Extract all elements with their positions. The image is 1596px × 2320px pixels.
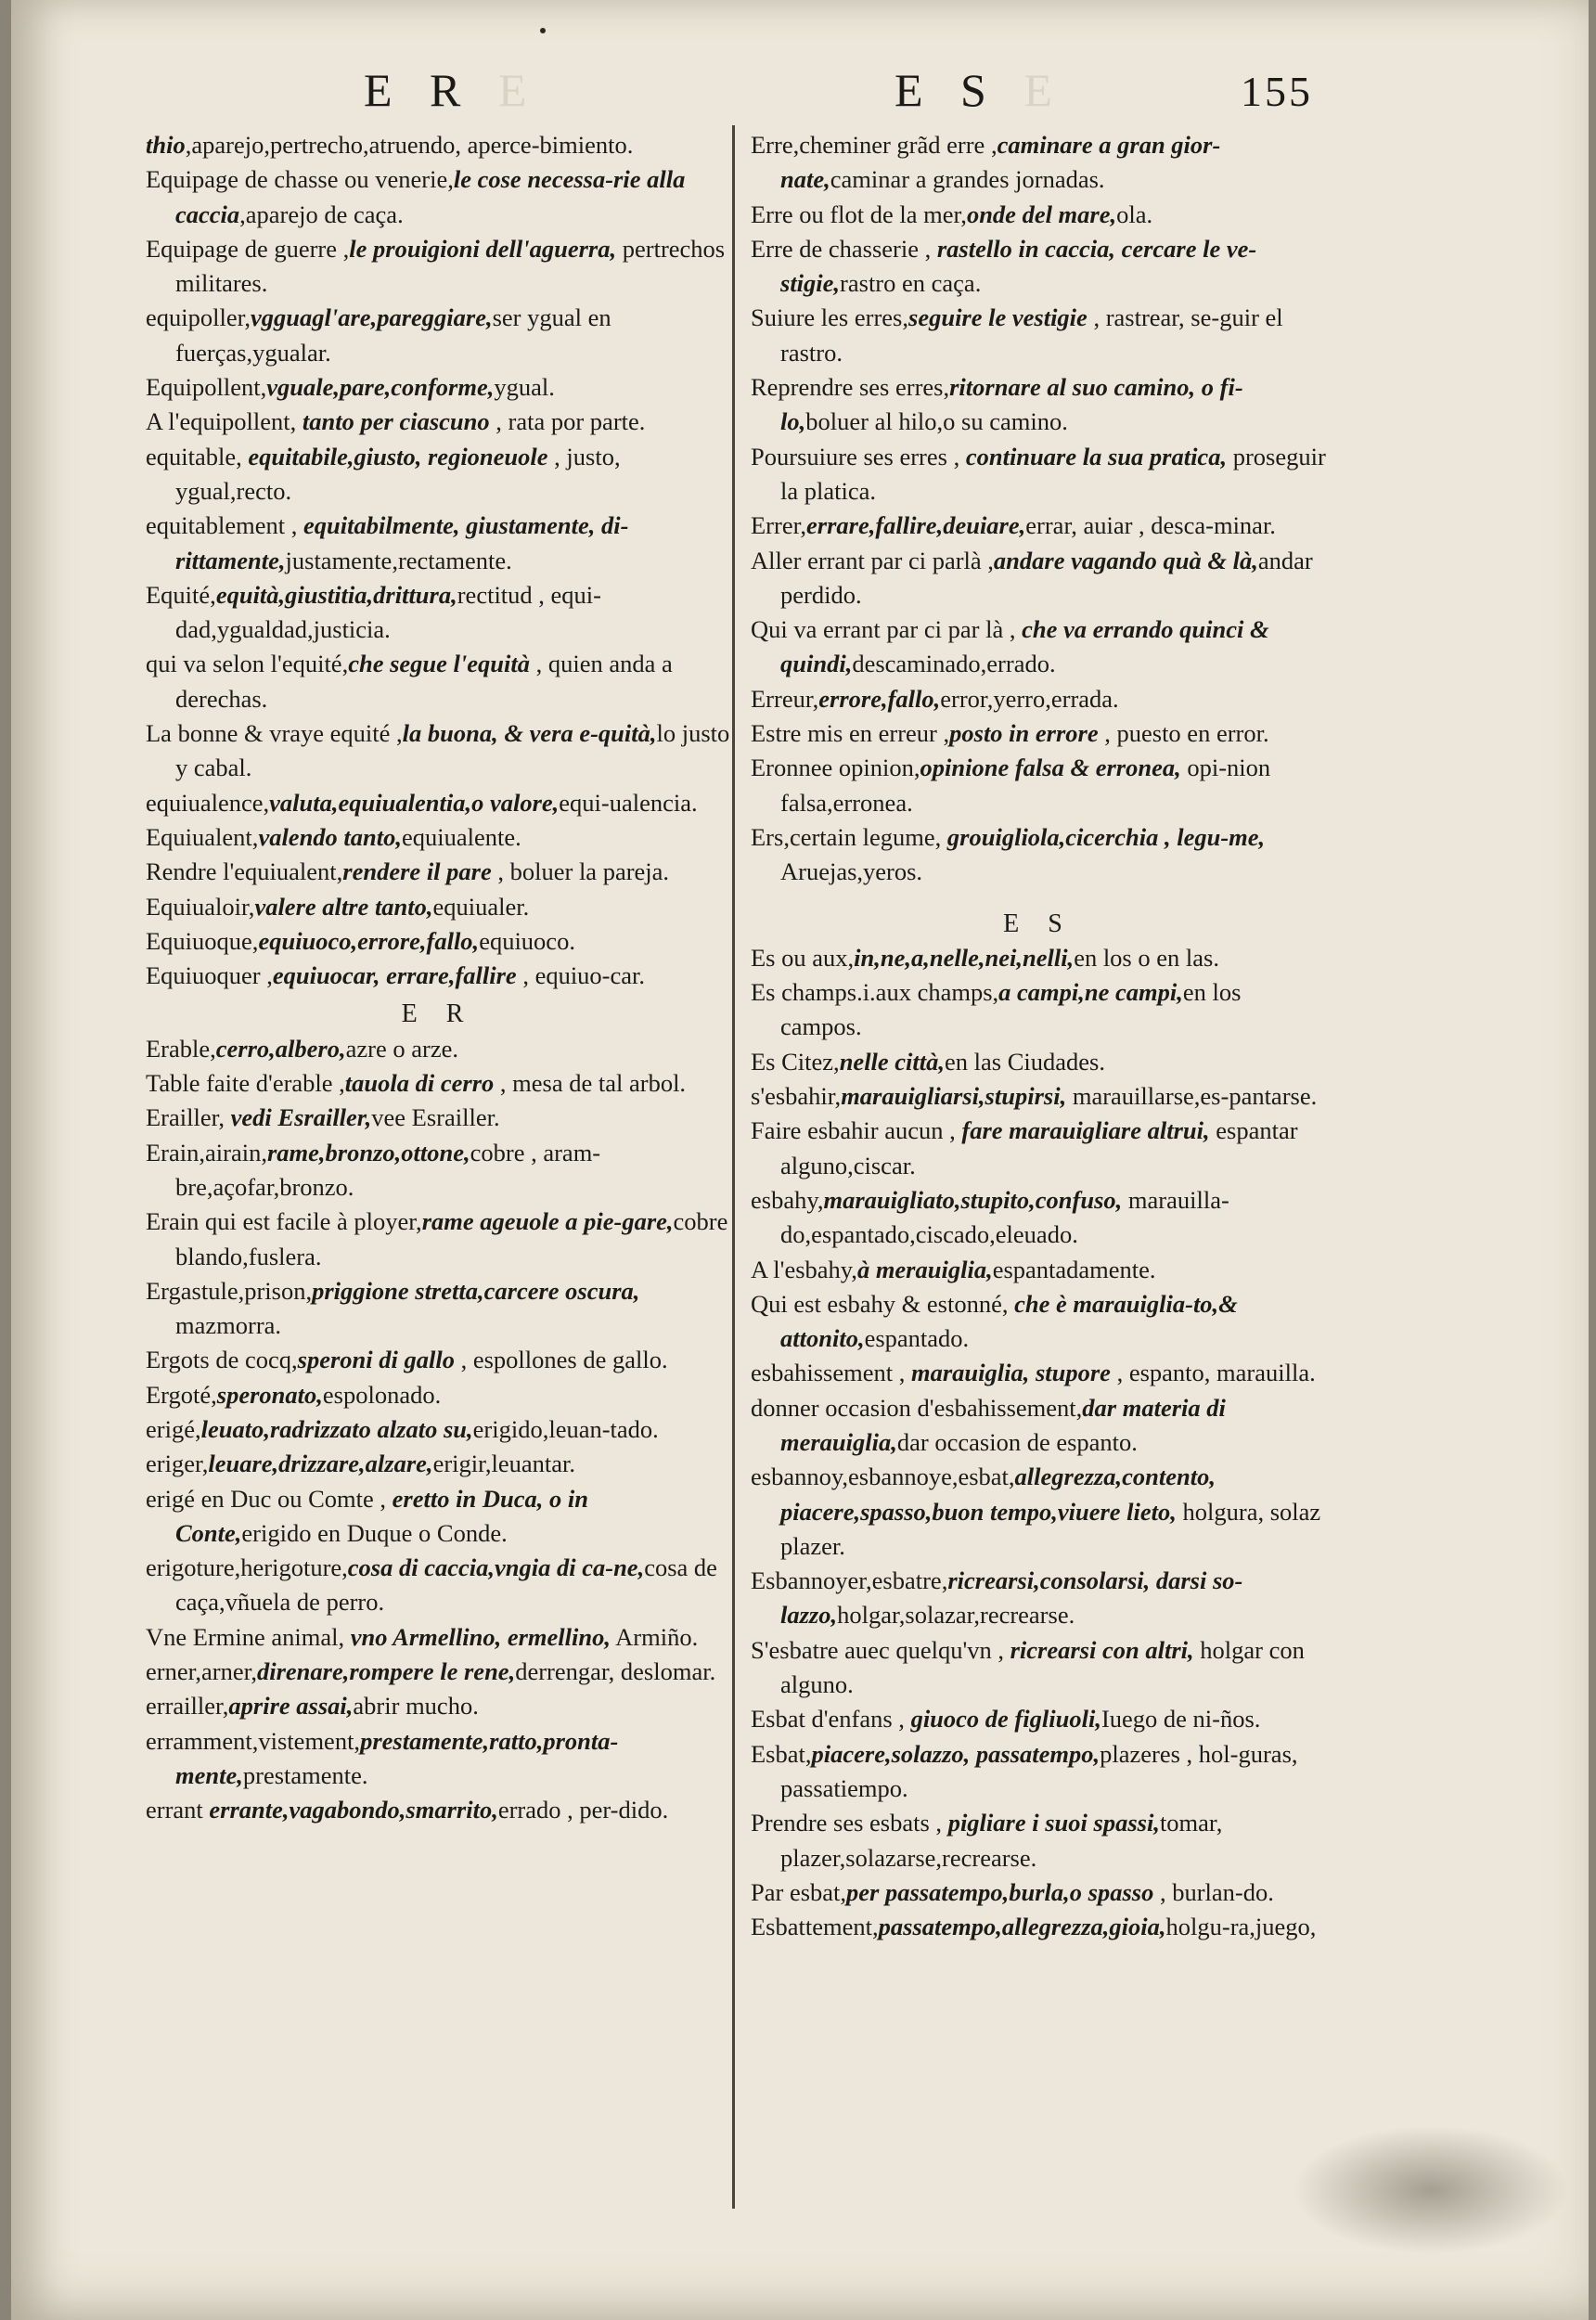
entry-text: Es champs.i.aux champs, bbox=[751, 978, 999, 1007]
entry-text: prestamente. bbox=[242, 1760, 368, 1789]
entry-text: espantadamente. bbox=[992, 1255, 1156, 1283]
entry-text: Rendre l'equiualent, bbox=[146, 857, 343, 886]
italian-gloss: à merauiglia, bbox=[856, 1255, 993, 1283]
entry-text: Equipage de chasse ou venerie, bbox=[146, 165, 454, 194]
dictionary-entry bbox=[751, 716, 1326, 751]
italian-gloss: che è marauiglia-to,& attonito, bbox=[780, 1289, 1238, 1353]
entry-text: marauilla-do,espantado,ciscado,eleuado. bbox=[780, 1185, 1229, 1249]
italian-gloss: marauigliato,stupito,confuso, bbox=[823, 1185, 1123, 1214]
dictionary-entry bbox=[146, 820, 730, 855]
entry-text: vee Esrailler. bbox=[371, 1103, 500, 1132]
italian-gloss: vgguagl'are,pareggiare, bbox=[251, 303, 493, 332]
left-column-heading: E R E bbox=[364, 64, 540, 116]
italian-gloss: vguale,pare,conforme, bbox=[266, 373, 495, 402]
dictionary-entry bbox=[146, 1378, 730, 1412]
dictionary-entry bbox=[751, 820, 1326, 890]
italian-gloss: valendo tanto, bbox=[258, 822, 403, 851]
entry-text: Es Citez, bbox=[751, 1047, 840, 1076]
dictionary-entry bbox=[751, 128, 1326, 198]
entry-text: donner occasion d'esbahissement, bbox=[751, 1393, 1083, 1422]
entry-text: , espollones de gallo. bbox=[454, 1346, 668, 1374]
entry-text: caminar a grandes jornadas. bbox=[830, 165, 1105, 194]
italian-gloss: passatempo,allegrezza,gioia, bbox=[878, 1913, 1166, 1941]
entry-text: Erre ou flot de la mer, bbox=[751, 200, 967, 228]
italian-gloss: ritornare al suo camino, o fi-lo, bbox=[780, 373, 1243, 436]
entry-text: A l'esbahy, bbox=[751, 1255, 857, 1283]
dictionary-entry bbox=[751, 1633, 1326, 1703]
dictionary-entry bbox=[146, 1551, 730, 1620]
entry-text: Equipollent, bbox=[146, 373, 267, 402]
dictionary-entry bbox=[146, 370, 730, 405]
entry-text: eriger, bbox=[146, 1450, 209, 1478]
entry-text: Qui va errant par ci par là , bbox=[751, 615, 1023, 644]
page-number: 155 bbox=[1241, 68, 1313, 115]
entry-text: Aruejas,yeros. bbox=[780, 857, 923, 886]
entry-text: boluer al hilo,o su camino. bbox=[805, 407, 1068, 436]
dictionary-entry bbox=[146, 1447, 730, 1481]
italian-gloss: equiuoco,errore,fallo, bbox=[258, 926, 480, 955]
dictionary-entry bbox=[751, 1287, 1326, 1357]
entry-text: descaminado,errado. bbox=[852, 650, 1056, 678]
entry-text: cobre , aram-bre,açofar,bronzo. bbox=[175, 1138, 601, 1201]
entry-text: espantado. bbox=[864, 1324, 970, 1353]
entry-text: Es ou aux, bbox=[751, 943, 855, 972]
continued-entry bbox=[146, 128, 730, 162]
italian-gloss: posto in errore bbox=[949, 719, 1099, 748]
entry-text: errailler, bbox=[146, 1692, 229, 1721]
dictionary-entry bbox=[751, 1391, 1326, 1461]
entry-text: holgura, solaz plazer. bbox=[780, 1497, 1321, 1560]
italian-gloss: piacere,solazzo, passatempo, bbox=[811, 1739, 1100, 1768]
entry-text: erner,arner, bbox=[146, 1657, 257, 1686]
left-column bbox=[146, 128, 730, 1828]
entry-text: Ergastule,prison, bbox=[146, 1276, 313, 1305]
italian-gloss: tauola di cerro bbox=[344, 1069, 495, 1098]
dictionary-entry bbox=[146, 578, 730, 648]
entry-text: Ers,certain legume, bbox=[751, 822, 947, 851]
italian-gloss: errante,vagabondo,smarrito, bbox=[209, 1796, 498, 1824]
dictionary-entry bbox=[751, 1564, 1326, 1633]
entry-text: cobre blando,fuslera. bbox=[175, 1207, 728, 1270]
entry-text: Esbannoyer,esbatre, bbox=[751, 1566, 948, 1595]
italian-gloss: errare,fallire,deuiare, bbox=[806, 511, 1026, 540]
italian-gloss: equità,giustitia,drittura, bbox=[215, 580, 457, 609]
italian-gloss: marauiglia, stupore bbox=[910, 1359, 1111, 1387]
entry-text: plazeres , hol-guras, passatiempo. bbox=[780, 1739, 1298, 1802]
italian-gloss: in,ne,a,nelle,nei,nelli, bbox=[854, 943, 1075, 972]
entry-text: Esbat d'enfans , bbox=[751, 1705, 911, 1734]
entry-text: error,yerro,errada. bbox=[940, 684, 1119, 713]
entry-text: Erre de chasserie , bbox=[751, 234, 937, 263]
dictionary-entry bbox=[146, 1689, 730, 1723]
entry-text: Erain,airain, bbox=[146, 1138, 267, 1166]
entry-text: errado , per-dido. bbox=[497, 1796, 669, 1824]
entry-text: S'esbatre auec quelqu'vn , bbox=[751, 1635, 1010, 1664]
entry-text: Poursuiure ses erres , bbox=[751, 442, 966, 470]
italian-gloss: rendere il pare bbox=[342, 857, 492, 886]
italian-gloss: speronato, bbox=[216, 1380, 323, 1409]
dictionary-entry bbox=[751, 1253, 1326, 1287]
italian-gloss: pigliare i suoi spassi, bbox=[947, 1809, 1160, 1837]
entry-text: Par esbat, bbox=[751, 1877, 847, 1906]
italian-gloss: rame,bronzo,ottone, bbox=[266, 1138, 470, 1166]
entry-text: A l'equipollent, bbox=[146, 407, 302, 436]
entry-text: marauillarse,es-pantarse. bbox=[1066, 1082, 1318, 1111]
italian-gloss: priggione stretta,carcere oscura, bbox=[312, 1276, 640, 1305]
entry-text: equiualence, bbox=[146, 788, 270, 817]
dictionary-entry bbox=[146, 1274, 730, 1344]
entry-text: Erre,cheminer grãd erre , bbox=[751, 131, 998, 159]
dictionary-entry bbox=[751, 544, 1326, 613]
dictionary-entry bbox=[751, 1806, 1326, 1875]
entry-text: Esbattement, bbox=[751, 1913, 879, 1941]
entry-text: , burlan-do. bbox=[1153, 1877, 1274, 1906]
italian-gloss: grouigliola,cicerchia , legu-me, bbox=[946, 822, 1266, 851]
dictionary-entry bbox=[146, 1136, 730, 1205]
entry-text: justamente,rectamente. bbox=[285, 546, 512, 574]
entry-text: proseguir la platica. bbox=[780, 442, 1326, 505]
dictionary-entry bbox=[751, 1702, 1326, 1736]
entry-text: holgar con alguno. bbox=[780, 1635, 1305, 1699]
dictionary-entry bbox=[146, 1101, 730, 1135]
italian-gloss: ricrearsi,consolarsi, darsi so-lazzo, bbox=[780, 1566, 1243, 1630]
italian-gloss: eretto in Duca, o in Conte, bbox=[175, 1484, 588, 1547]
italian-gloss: cosa di caccia,vngia di ca-ne, bbox=[347, 1553, 645, 1582]
italian-gloss: leuato,radrizzato alzato su, bbox=[200, 1414, 473, 1443]
entry-text: Reprendre ses erres, bbox=[751, 373, 950, 402]
book-page bbox=[11, 0, 1589, 2320]
entry-text: Erable, bbox=[146, 1034, 216, 1063]
dictionary-entry bbox=[146, 716, 730, 786]
entry-text: pertrechos militares. bbox=[175, 234, 726, 298]
dictionary-entry bbox=[146, 1205, 730, 1274]
dictionary-entry bbox=[751, 1045, 1326, 1079]
dictionary-entry bbox=[751, 1183, 1326, 1253]
italian-gloss: leuare,drizzare,alzare, bbox=[208, 1450, 433, 1478]
entry-text: Faire esbahir aucun , bbox=[751, 1116, 962, 1145]
entry-text: holgar,solazar,recrearse. bbox=[837, 1601, 1075, 1630]
italian-gloss: le cose necessa-rie alla caccia bbox=[175, 165, 686, 228]
dictionary-entry bbox=[146, 924, 730, 959]
entry-text: Equiuoquer , bbox=[146, 961, 273, 990]
entry-text: Equipage de guerre , bbox=[146, 234, 350, 263]
dictionary-entry bbox=[751, 198, 1326, 232]
entry-text: Armiño. bbox=[611, 1622, 699, 1651]
entry-text: equiuoco. bbox=[479, 926, 575, 955]
italian-gloss: equiuocar, errare,fallire bbox=[272, 961, 517, 990]
italian-gloss: onde del mare, bbox=[966, 200, 1117, 228]
dictionary-entry bbox=[146, 1343, 730, 1377]
entry-text: esbahy, bbox=[751, 1185, 824, 1214]
right-column-heading: E S E bbox=[895, 64, 1065, 116]
entry-text: en los o en las. bbox=[1074, 943, 1219, 972]
dictionary-entry bbox=[146, 162, 730, 232]
entry-text: erramment,vistement, bbox=[146, 1726, 361, 1755]
entry-text: azre o arze. bbox=[345, 1034, 458, 1063]
italian-gloss: allegrezza,contento, piacere,spasso,buon tempo,viuere lieto, bbox=[780, 1463, 1216, 1526]
dictionary-entry bbox=[751, 1460, 1326, 1564]
right-column bbox=[751, 128, 1326, 1944]
entry-text: Aller errant par ci parlà , bbox=[751, 546, 994, 574]
entry-text: qui va selon l'equité, bbox=[146, 650, 349, 678]
entry-text: Ergoté, bbox=[146, 1380, 217, 1409]
italian-gloss: speroni di gallo bbox=[297, 1346, 455, 1374]
entry-text: Errer, bbox=[751, 511, 806, 540]
italian-gloss: ricrearsi con altri, bbox=[1010, 1635, 1194, 1664]
entry-text: erigé en Duc ou Comte , bbox=[146, 1484, 393, 1513]
italian-gloss: prestamente,ratto,pronta-mente, bbox=[175, 1726, 619, 1789]
dictionary-entry bbox=[146, 1032, 730, 1066]
section-heading: E R bbox=[401, 999, 475, 1029]
entry-text: derrengar, deslomar. bbox=[515, 1657, 716, 1686]
dictionary-entry bbox=[146, 1655, 730, 1689]
entry-text: erigé, bbox=[146, 1414, 201, 1443]
dictionary-entry bbox=[751, 1356, 1326, 1390]
entry-text: erigoture,herigoture, bbox=[146, 1553, 348, 1582]
entry-text: Equité, bbox=[146, 580, 216, 609]
entry-text: rastro en caça. bbox=[840, 269, 982, 298]
entry-text: s'esbahir, bbox=[751, 1082, 842, 1111]
entry-text: ser ygual en fuerças,ygualar. bbox=[175, 303, 611, 367]
entry-text: Suiure les erres, bbox=[751, 303, 908, 332]
dictionary-entry bbox=[751, 975, 1326, 1045]
entry-text: esbannoy,esbannoye,esbat, bbox=[751, 1463, 1015, 1491]
entry-text: equipoller, bbox=[146, 303, 251, 332]
entry-text: errar, auiar , desca-minar. bbox=[1025, 511, 1276, 540]
dictionary-entry bbox=[751, 1737, 1326, 1807]
dictionary-entry bbox=[751, 370, 1326, 440]
italian-gloss: direnare,rompere le rene, bbox=[256, 1657, 516, 1686]
dictionary-entry bbox=[146, 1724, 730, 1794]
dictionary-entry bbox=[146, 301, 730, 370]
entry-text: Equiualent, bbox=[146, 822, 259, 851]
italian-gloss: aprire assai, bbox=[228, 1692, 354, 1721]
entry-text: , espanto, marauilla. bbox=[1110, 1359, 1316, 1387]
entry-text: Vne Ermine animal, bbox=[146, 1622, 351, 1651]
dictionary-entry bbox=[146, 855, 730, 889]
dictionary-entry bbox=[751, 232, 1326, 302]
entry-text: mazmorra. bbox=[175, 1311, 282, 1340]
dictionary-entry bbox=[146, 890, 730, 924]
entry-text: , rata por parte. bbox=[489, 407, 646, 436]
dictionary-entry bbox=[146, 509, 730, 578]
entry-text: Esbat, bbox=[751, 1739, 812, 1768]
entry-text: , equiuo-car. bbox=[516, 961, 646, 990]
entry-text: erigido en Duque o Conde. bbox=[241, 1518, 508, 1547]
entry-text: ,aparejo,pertrecho,atruendo, aperce-bimiento. bbox=[185, 131, 634, 159]
italian-gloss: per passatempo,burla,o spasso bbox=[846, 1877, 1154, 1906]
entry-text: equiualente. bbox=[402, 822, 521, 851]
running-header bbox=[11, 63, 1589, 128]
italian-gloss: caminare a gran gior-nate, bbox=[780, 131, 1221, 194]
entry-text: rectitud , equi-dad,ygualdad,justicia. bbox=[175, 580, 601, 644]
italian-gloss: marauigliarsi,stupirsi, bbox=[841, 1082, 1067, 1111]
entry-text: , mesa de tal arbol. bbox=[494, 1069, 687, 1098]
entry-text: opi-nion falsa,erronea. bbox=[780, 754, 1271, 817]
entry-text: equiualer. bbox=[432, 892, 530, 921]
entry-text: Ergots de cocq, bbox=[146, 1346, 298, 1374]
dictionary-entry bbox=[146, 786, 730, 820]
dictionary-entry bbox=[751, 682, 1326, 716]
italian-gloss: a campi,ne campi, bbox=[998, 978, 1183, 1007]
entry-text: Erain qui est facile à ployer, bbox=[146, 1207, 422, 1236]
italian-gloss: valuta,equiualentia,o valore, bbox=[269, 788, 560, 817]
italian-gloss: dar materia di merauiglia, bbox=[780, 1393, 1226, 1456]
italian-gloss: seguire le vestigie bbox=[908, 303, 1088, 332]
entry-text: en las Ciudades. bbox=[945, 1047, 1105, 1076]
italian-gloss: equitabilmente, giustamente, di-rittamente, bbox=[175, 511, 629, 574]
entry-text: lo justo y cabal. bbox=[175, 719, 730, 782]
entry-text: ,aparejo de caça. bbox=[239, 200, 404, 228]
entry-text: , boluer la pareja. bbox=[491, 857, 670, 886]
entry-text: andar perdido. bbox=[780, 546, 1313, 609]
italian-gloss: nelle città, bbox=[839, 1047, 946, 1076]
entry-text: equitablement , bbox=[146, 511, 303, 540]
italian-gloss: thio bbox=[146, 131, 186, 159]
italian-gloss: che va errando quinci & quindi, bbox=[780, 615, 1269, 678]
italian-gloss: andare vagando quà & là, bbox=[993, 546, 1258, 574]
entry-text: Table faite d'erable , bbox=[146, 1069, 345, 1098]
italian-gloss: rastello in caccia, cercare le ve-stigie, bbox=[780, 234, 1257, 298]
dictionary-entry bbox=[146, 959, 730, 993]
italian-gloss: vedi Esrailler, bbox=[230, 1103, 372, 1132]
italian-gloss: giuoco de figliuoli, bbox=[910, 1705, 1101, 1734]
entry-text: equitable, bbox=[146, 442, 249, 470]
dictionary-entry bbox=[751, 1079, 1326, 1114]
entry-text: La bonne & vraye equité , bbox=[146, 719, 403, 748]
entry-text: equi-ualencia. bbox=[559, 788, 698, 817]
dictionary-entry bbox=[751, 751, 1326, 820]
dictionary-entry bbox=[751, 440, 1326, 509]
dictionary-entry bbox=[751, 1910, 1326, 1944]
entry-text: Erailler, bbox=[146, 1103, 231, 1132]
dictionary-entry bbox=[146, 1066, 730, 1101]
entry-text: erigido,leuan-tado. bbox=[472, 1414, 659, 1443]
entry-text: holgu-ra,juego, bbox=[1165, 1913, 1317, 1941]
entry-text: errant bbox=[146, 1796, 210, 1824]
dictionary-entry bbox=[146, 1620, 730, 1655]
entry-text: Equiuoque, bbox=[146, 926, 259, 955]
dictionary-entry bbox=[146, 647, 730, 716]
entry-text: , rastrear, se-guir el rastro. bbox=[780, 303, 1283, 367]
italian-gloss: valere altre tanto, bbox=[254, 892, 433, 921]
entry-text: esbahissement , bbox=[751, 1359, 911, 1387]
entry-text: ygual. bbox=[494, 373, 555, 402]
entry-text: Estre mis en erreur , bbox=[751, 719, 950, 748]
italian-gloss: cerro,albero, bbox=[215, 1034, 346, 1063]
entry-text: Qui est esbahy & estonné, bbox=[751, 1289, 1015, 1318]
entry-text: ola. bbox=[1116, 200, 1153, 228]
dictionary-entry bbox=[751, 941, 1326, 975]
dictionary-entry bbox=[751, 1114, 1326, 1183]
italian-gloss: le prouigioni dell'aguerra, bbox=[349, 234, 617, 263]
dictionary-entry bbox=[146, 1482, 730, 1552]
italian-gloss: vno Armellino, ermellino, bbox=[350, 1622, 611, 1651]
entry-text: cosa de caça,vñuela de perro. bbox=[175, 1553, 717, 1617]
dictionary-entry bbox=[146, 1412, 730, 1447]
italian-gloss: tanto per ciascuno bbox=[302, 407, 490, 436]
dictionary-entry bbox=[146, 405, 730, 439]
entry-text: , quien anda a derechas. bbox=[175, 650, 673, 713]
italian-gloss: continuare la sua pratica, bbox=[965, 442, 1228, 470]
italian-gloss: errore,fallo, bbox=[818, 684, 941, 713]
dictionary-entry bbox=[146, 1793, 730, 1827]
italian-gloss: rame ageuole a pie-gare, bbox=[421, 1207, 674, 1236]
dictionary-entry bbox=[751, 509, 1326, 543]
dictionary-entry bbox=[146, 232, 730, 302]
page-stain bbox=[1292, 2125, 1570, 2255]
entry-text: en los campos. bbox=[780, 978, 1242, 1041]
entry-text: erigir,leuantar. bbox=[432, 1450, 576, 1478]
ink-speck bbox=[540, 28, 546, 33]
entry-text: , justo, ygual,recto. bbox=[175, 442, 621, 505]
column-divider bbox=[732, 125, 735, 2209]
italian-gloss: equitabile,giusto, regioneuole bbox=[248, 442, 548, 470]
italian-gloss: la buona, & vera e-quità, bbox=[402, 719, 657, 748]
dictionary-entry bbox=[751, 612, 1326, 682]
italian-gloss: opinione falsa & erronea, bbox=[920, 754, 1181, 782]
entry-text: espantar alguno,ciscar. bbox=[780, 1116, 1298, 1179]
entry-text: Equiualoir, bbox=[146, 892, 255, 921]
entry-text: tomar, plazer,solazarse,recrearse. bbox=[780, 1809, 1223, 1872]
entry-text: Erreur, bbox=[751, 684, 819, 713]
entry-text: Iuego de ni-ños. bbox=[1100, 1705, 1261, 1734]
entry-text: espolonado. bbox=[322, 1380, 442, 1409]
italian-gloss: che segue l'equità bbox=[348, 650, 530, 678]
entry-text: , puesto en error. bbox=[1098, 719, 1269, 748]
entry-text: abrir mucho. bbox=[353, 1692, 479, 1721]
dictionary-entry bbox=[146, 440, 730, 509]
dictionary-entry bbox=[751, 301, 1326, 370]
italian-gloss: fare marauigliare altrui, bbox=[961, 1116, 1210, 1145]
entry-text: dar occasion de espanto. bbox=[896, 1427, 1138, 1456]
entry-text: Eronnee opinion, bbox=[751, 754, 920, 782]
section-heading: E S bbox=[1003, 909, 1074, 938]
entry-text: Prendre ses esbats , bbox=[751, 1809, 948, 1837]
dictionary-entry bbox=[751, 1875, 1326, 1910]
